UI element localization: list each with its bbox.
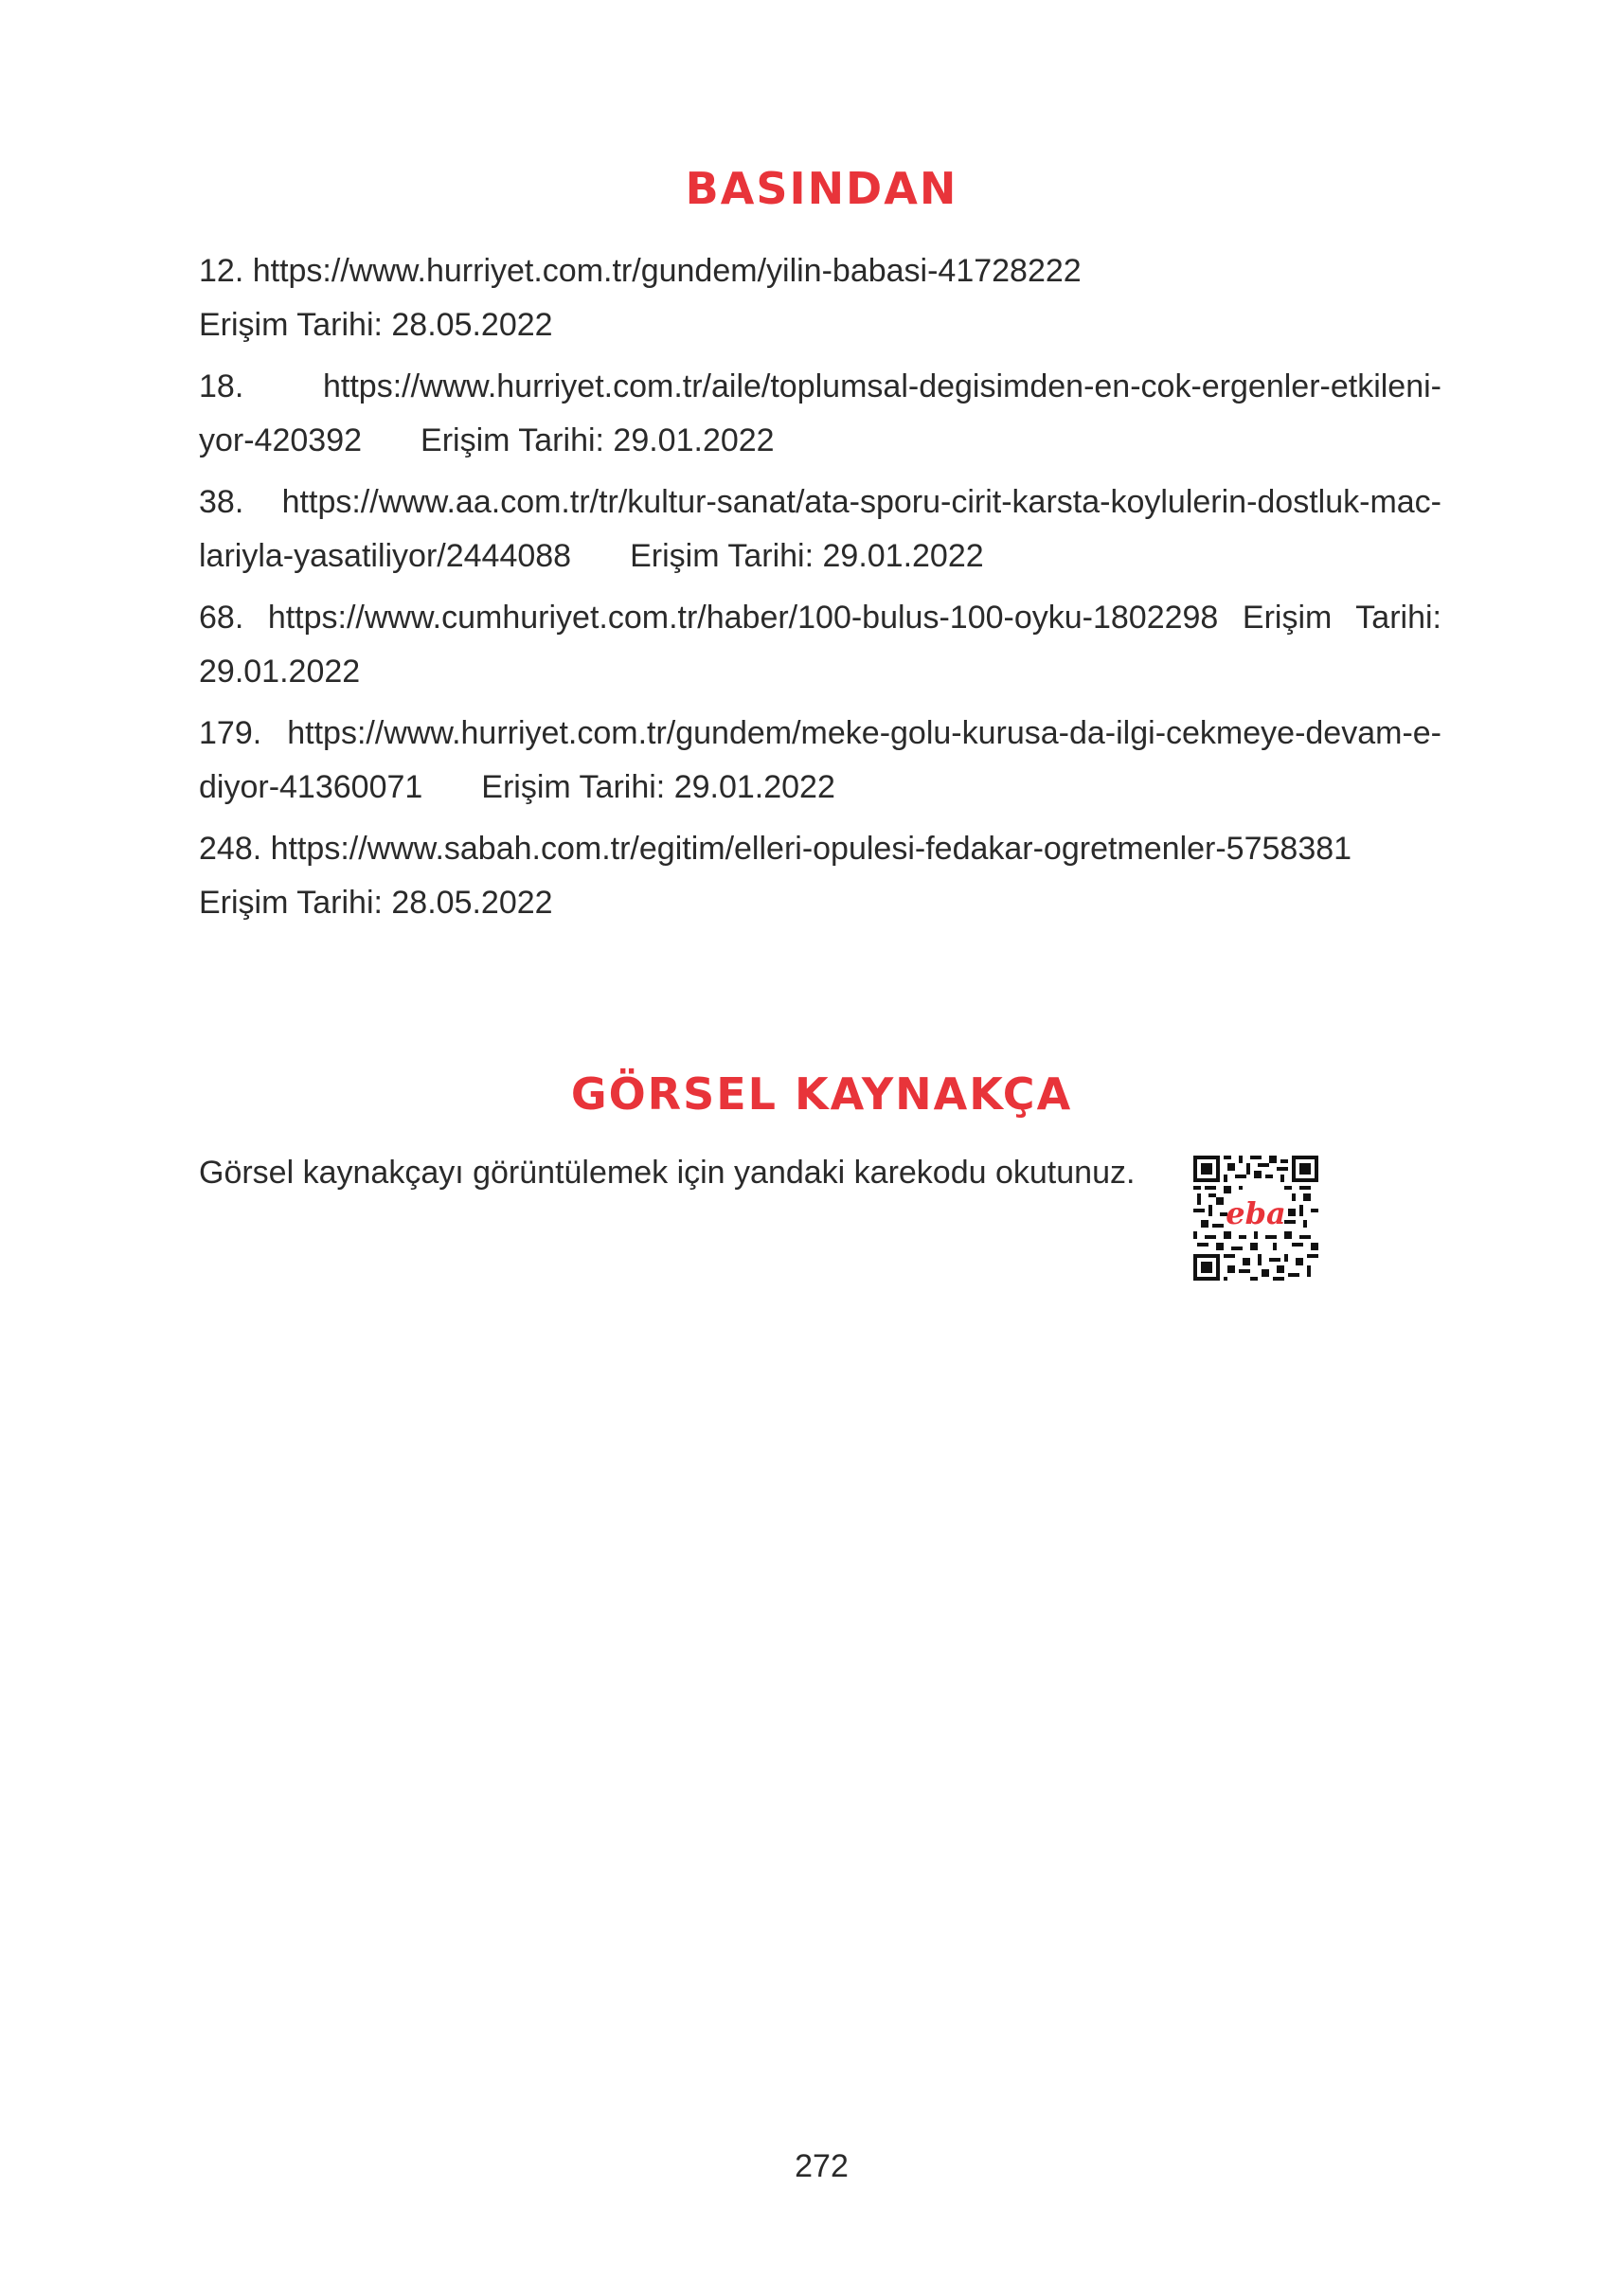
reference-item-38 <box>199 475 1441 583</box>
access-date-label: Erişim Tarihi: <box>1242 600 1441 636</box>
reference-url[interactable]: 12. https://www.hurriyet.com.tr/gundem/yilin-babasi-41728222 <box>199 253 1082 289</box>
reference-url[interactable]: 68. https://www.cumhuriyet.com.tr/haber/100-bulus-100-oyku-1802298 <box>199 600 1219 636</box>
access-date-value: 29.01.2022 <box>199 654 361 690</box>
reference-item-12 <box>199 244 1441 352</box>
visual-bibliography-instruction: Görsel kaynakçayı görüntülemek için yandaki karekodu okutunuz. <box>199 1155 1136 1191</box>
reference-item-248 <box>199 822 1441 930</box>
reference-item-179 <box>199 707 1441 815</box>
reference-url[interactable]: 179. https://www.hurriyet.com.tr/gundem/meke-golu-kurusa-da-ilgi-cekmeye-devam-e- <box>199 715 1441 751</box>
press-reference-list <box>199 244 1441 938</box>
access-date: Erişim Tarihi: 28.05.2022 <box>199 885 553 921</box>
reference-url[interactable]: 18. https://www.hurriyet.com.tr/aile/toplumsal-degisimden-en-cok-ergenler-etkileni- <box>199 368 1441 404</box>
section-title-press: BASINDAN <box>685 163 958 214</box>
access-date: Erişim Tarihi: 29.01.2022 <box>481 769 835 805</box>
eba-logo: eba <box>1226 1195 1286 1231</box>
access-date: Erişim Tarihi: 28.05.2022 <box>199 307 553 343</box>
reference-url-continuation[interactable]: diyor-41360071 <box>199 769 423 805</box>
reference-item-18 <box>199 360 1441 468</box>
reference-item-68 <box>199 591 1441 699</box>
qr-code[interactable] <box>1193 1156 1318 1281</box>
access-date: Erişim Tarihi: 29.01.2022 <box>421 422 775 458</box>
reference-url[interactable]: 248. https://www.sabah.com.tr/egitim/elleri-opulesi-fedakar-ogretmenler-5758381 <box>199 831 1352 867</box>
access-date: Erişim Tarihi: 29.01.2022 <box>630 538 984 574</box>
section-title-visual-bibliography: GÖRSEL KAYNAKÇA <box>570 1068 1073 1120</box>
page-number: 272 <box>795 2148 849 2184</box>
reference-url-continuation[interactable]: yor-420392 <box>199 422 363 458</box>
reference-url[interactable]: 38. https://www.aa.com.tr/tr/kultur-sanat/ata-sporu-cirit-karsta-koylulerin-dostluk-mac- <box>199 484 1441 520</box>
reference-url-continuation[interactable]: lariyla-yasatiliyor/2444088 <box>199 538 572 574</box>
